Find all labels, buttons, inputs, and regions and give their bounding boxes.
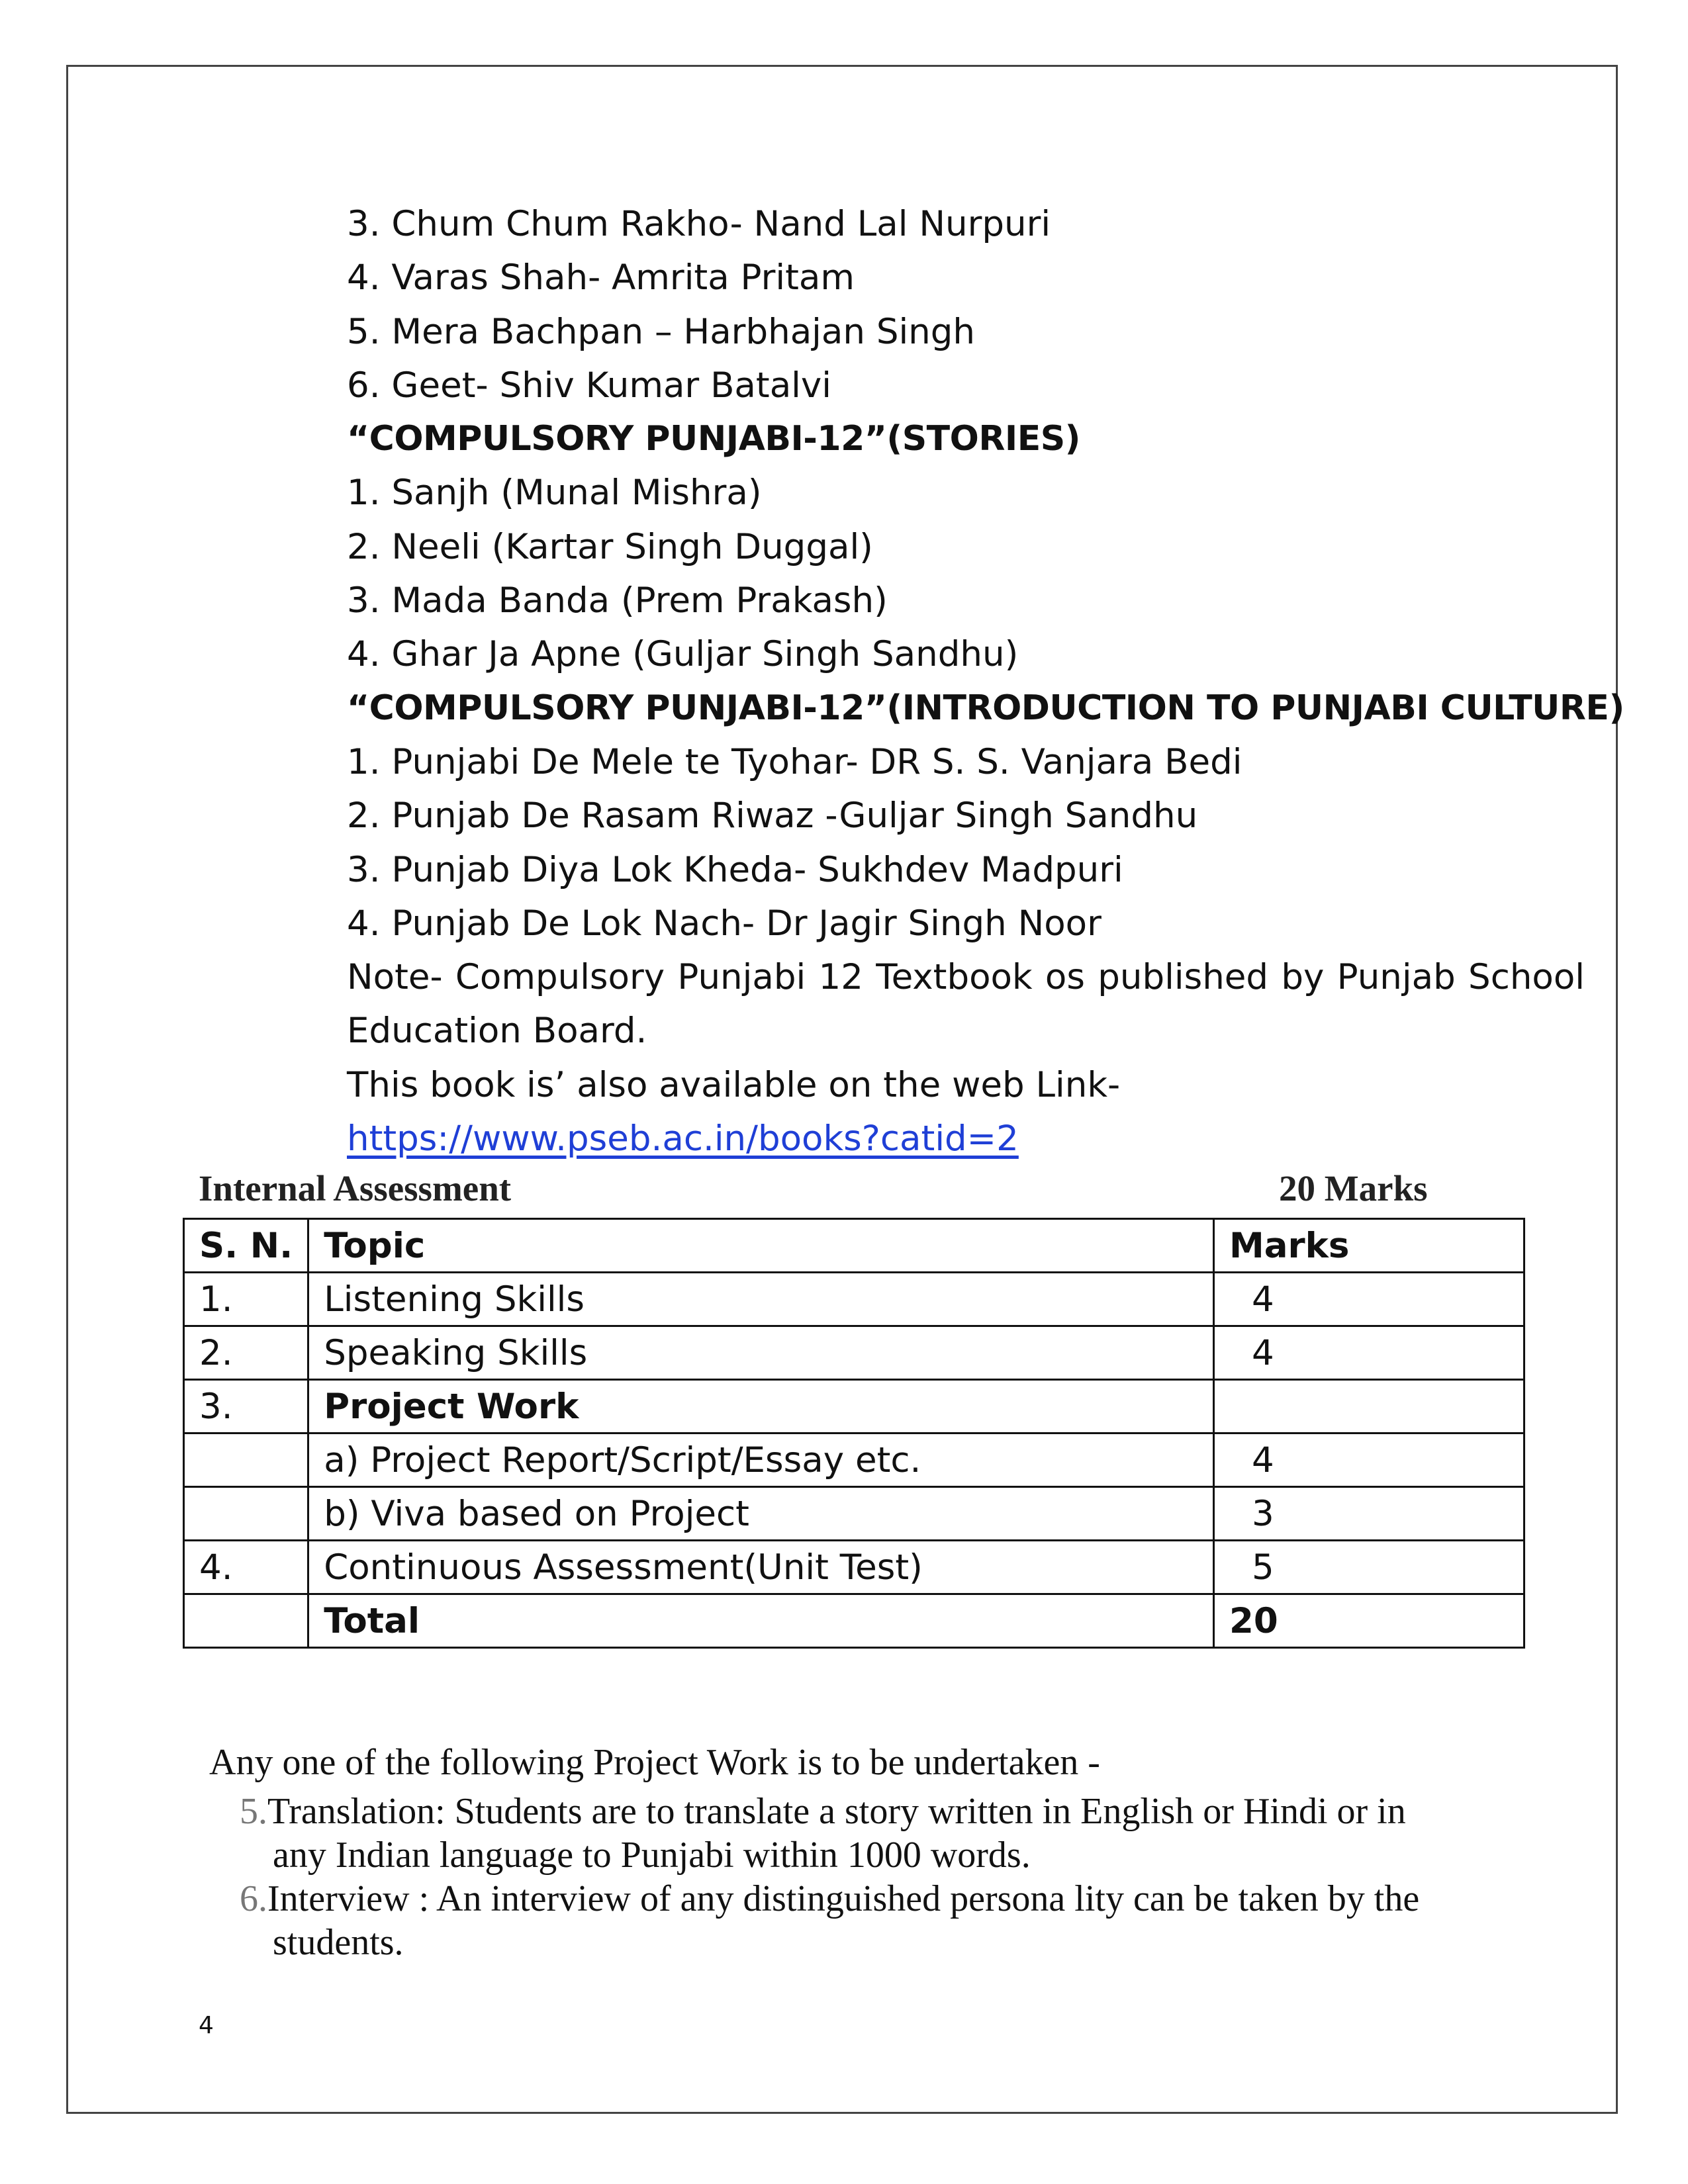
table-total-row [184, 1594, 1524, 1648]
row-marks [1214, 1380, 1524, 1433]
poem-item: 3. Chum Chum Rakho- Nand Lal Nurpuri [347, 204, 1051, 244]
item-text: Interview : An interview of any distinguished persona lity can be taken by the [267, 1878, 1420, 1919]
row-topic: Total [308, 1594, 1214, 1648]
story-item: 2. Neeli (Kartar Singh Duggal) [347, 526, 873, 567]
stories-heading: “COMPULSORY PUNJABI-12”(STORIES) [347, 419, 1080, 459]
poem-item: 6. Geet- Shiv Kumar Batalvi [347, 365, 831, 406]
internal-assessment-title: Internal Assessment [199, 1168, 512, 1208]
table-row [184, 1273, 1524, 1326]
culture-item: 1. Punjabi De Mele te Tyohar- DR S. S. Vanjara Bedi [347, 741, 1243, 782]
header-marks: Marks [1214, 1219, 1524, 1273]
table-row [184, 1433, 1524, 1487]
syllabus-text [347, 197, 1624, 1165]
table-header-row [184, 1219, 1524, 1273]
project-work-item [240, 1790, 1557, 1877]
internal-assessment-table [183, 1218, 1525, 1649]
pseb-books-link[interactable]: https://www.pseb.ac.in/books?catid=2 [347, 1118, 1019, 1160]
story-item: 3. Mada Banda (Prem Prakash) [347, 580, 888, 621]
row-sn [184, 1487, 308, 1541]
row-sn: 3. [184, 1380, 308, 1433]
row-sn: 4. [184, 1541, 308, 1594]
row-marks: 4 [1214, 1433, 1524, 1487]
row-sn [184, 1594, 308, 1648]
row-topic: Listening Skills [308, 1273, 1214, 1326]
row-sn: 2. [184, 1326, 308, 1380]
row-marks: 4 [1214, 1273, 1524, 1326]
header-topic: Topic [308, 1219, 1214, 1273]
poem-item: 4. Varas Shah- Amrita Pritam [347, 257, 855, 298]
table-row [184, 1541, 1524, 1594]
row-marks: 5 [1214, 1541, 1524, 1594]
project-work-intro: Any one of the following Project Work is to be undertaken - [209, 1742, 1100, 1783]
culture-item: 3. Punjab Diya Lok Kheda- Sukhdev Madpuri [347, 849, 1123, 890]
culture-item: 4. Punjab De Lok Nach- Dr Jagir Singh Noor [347, 903, 1102, 944]
row-topic: b) Viva based on Project [308, 1487, 1214, 1541]
row-topic: a) Project Report/Script/Essay etc. [308, 1433, 1214, 1487]
row-sn: 1. [184, 1273, 308, 1326]
table-row [184, 1487, 1524, 1541]
row-topic: Continuous Assessment(Unit Test) [308, 1541, 1214, 1594]
row-marks: 4 [1214, 1326, 1524, 1380]
row-topic: Project Work [308, 1380, 1214, 1433]
culture-heading: “COMPULSORY PUNJABI-12”(INTRODUCTION TO PUNJABI CULTURE) [347, 688, 1624, 728]
page-number: 4 [199, 2012, 214, 2039]
row-topic: Speaking Skills [308, 1326, 1214, 1380]
internal-assessment-marks: 20 Marks [1279, 1168, 1428, 1208]
row-marks: 3 [1214, 1487, 1524, 1541]
row-sn [184, 1433, 308, 1487]
item-text-continued: any Indian language to Punjabi within 1000 words. [273, 1835, 1031, 1876]
item-text-continued: students. [273, 1922, 404, 1963]
culture-item: 2. Punjab De Rasam Riwaz -Guljar Singh Sandhu [347, 796, 1198, 837]
item-number: 6. [240, 1878, 267, 1919]
story-item: 1. Sanjh (Munal Mishra) [347, 473, 762, 514]
poem-item: 5. Mera Bachpan – Harbhajan Singh [347, 311, 976, 352]
row-marks: 20 [1214, 1594, 1524, 1648]
table-row [184, 1380, 1524, 1433]
item-text: Translation: Students are to translate a story written in English or Hindi or in [267, 1791, 1406, 1832]
story-item: 4. Ghar Ja Apne (Guljar Singh Sandhu) [347, 634, 1019, 675]
table-row [184, 1326, 1524, 1380]
availability-text: This book is’ also available on the web Link- [347, 1064, 1121, 1105]
project-work-item [240, 1877, 1557, 1964]
textbook-note: Note- Compulsory Punjabi 12 Textbook os published by Punjab School Education Board. [347, 957, 1585, 1052]
header-sn: S. N. [184, 1219, 308, 1273]
item-number: 5. [240, 1791, 267, 1832]
